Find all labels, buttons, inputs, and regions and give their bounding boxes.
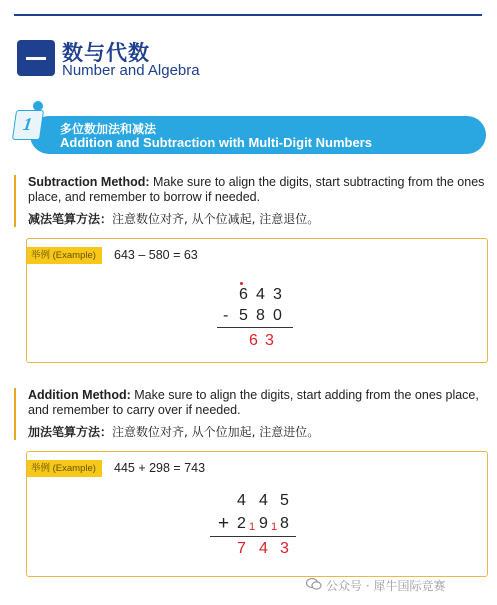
digit: 7 bbox=[237, 540, 246, 557]
borrow-dot bbox=[240, 282, 243, 285]
digit: 4 bbox=[259, 540, 268, 557]
section-title-en: Addition and Subtraction with Multi-Digit Numbers bbox=[60, 135, 372, 150]
section-title-cn: 多位数加法和减法 bbox=[60, 122, 157, 136]
addition-result-line bbox=[210, 536, 296, 537]
digit: 4 bbox=[256, 286, 265, 303]
addition-method-text-cn: 注意数位对齐, 从个位加起, 注意进位。 bbox=[112, 425, 320, 439]
digit: 2 bbox=[237, 515, 246, 532]
subtraction-example-box bbox=[26, 238, 488, 363]
subtraction-method-label-en: Subtraction Method: bbox=[28, 175, 150, 189]
watermark-text: 公众号 · 犀牛国际竞赛 bbox=[326, 579, 446, 593]
addition-method bbox=[14, 388, 488, 440]
chapter-badge bbox=[17, 40, 55, 76]
addition-equation: 445 + 298 = 743 bbox=[114, 461, 206, 475]
subtraction-method-text-en: Make sure to align the digits, start subtracting from the ones place, and remember to borrow if needed. bbox=[28, 175, 485, 204]
digit: 5 bbox=[280, 492, 289, 509]
section-banner bbox=[30, 116, 486, 154]
digit: 6 bbox=[249, 332, 258, 349]
subtraction-method-en bbox=[28, 175, 488, 205]
minus-sign: - bbox=[223, 307, 229, 324]
digit: 5 bbox=[239, 307, 248, 324]
top-rule bbox=[14, 14, 482, 16]
digit: 8 bbox=[256, 307, 265, 324]
section-number: 1 bbox=[21, 114, 34, 134]
addition-example-box bbox=[26, 451, 488, 577]
digit: 3 bbox=[265, 332, 274, 349]
subtraction-method-text-cn: 注意数位对齐, 从个位减起, 注意退位。 bbox=[112, 212, 320, 226]
carry-digit: 1 bbox=[249, 521, 256, 533]
digit: 6 bbox=[239, 286, 248, 303]
plus-sign: + bbox=[218, 513, 230, 534]
subtraction-method-cn bbox=[28, 211, 488, 227]
addition-example-tag: 举例 (Example) bbox=[27, 460, 102, 477]
digit: 4 bbox=[259, 492, 268, 509]
digit: 3 bbox=[280, 540, 289, 557]
carry-digit: 1 bbox=[271, 521, 278, 533]
subtraction-example-tag: 举例 (Example) bbox=[27, 247, 102, 264]
subtraction-equation: 643 – 580 = 63 bbox=[114, 248, 198, 262]
addition-method-label-cn: 加法笔算方法： bbox=[28, 425, 113, 439]
addition-method-label-en: Addition Method: bbox=[28, 388, 131, 402]
subtraction-result-line bbox=[217, 327, 293, 328]
section-number-card bbox=[12, 110, 44, 140]
addition-method-en bbox=[28, 388, 488, 418]
wechat-icon bbox=[306, 577, 322, 591]
digit: 9 bbox=[259, 515, 268, 532]
digit: 4 bbox=[237, 492, 246, 509]
addition-method-cn bbox=[28, 424, 488, 440]
digit: 0 bbox=[273, 307, 282, 324]
digit: 8 bbox=[280, 515, 289, 532]
addition-method-text-en: Make sure to align the digits, start adding from the ones place, and remember to carry over if needed. bbox=[28, 388, 479, 417]
subtraction-method-label-cn: 减法笔算方法： bbox=[28, 212, 113, 226]
chapter-number-mark bbox=[26, 57, 46, 60]
digit: 3 bbox=[273, 286, 282, 303]
chapter-title-en: Number and Algebra bbox=[62, 62, 200, 79]
subtraction-method bbox=[14, 175, 488, 227]
chapter-title-cn: 数与代数 bbox=[62, 41, 150, 65]
